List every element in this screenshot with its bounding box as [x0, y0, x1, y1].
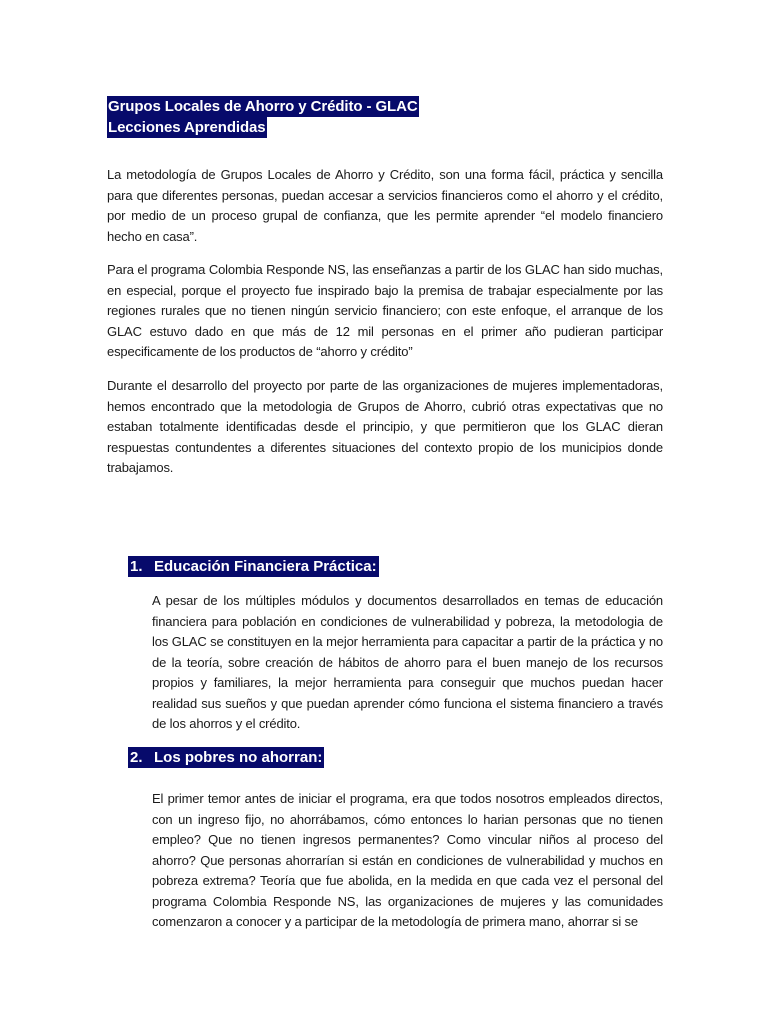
section-heading-1 [128, 556, 379, 577]
section-number-2: 2. [130, 749, 143, 766]
section-heading-2 [128, 747, 324, 768]
section-title-2: Los pobres no ahorran: [154, 749, 323, 766]
section-title-1: Educación Financiera Práctica: [154, 558, 377, 575]
intro-paragraph: La metodología de Grupos Locales de Ahorro y Crédito, son una forma fácil, práctica y sencilla para que diferentes personas, puedan accesar a servicios financieros como el ahorro y el crédito, por medio de un proceso grupal de confianza, que les permite aprender “el modelo financiero hecho en casa”. [107, 167, 663, 244]
document-title [107, 96, 419, 138]
section-body-2: El primer temor antes de iniciar el programa, era que todos nosotros empleados directos, con un ingreso fijo, no ahorrábamos, cómo entonces lo harian personas que no tienen empleo? Que no tienen ingresos permanentes? Como vincular niños al proceso del ahorro? Que personas ahorrarían si están en condiciones de vulnerabilidad y muchos en pobreza extrema? Teoría que fue abolida, en la medida en que cada vez el personal del programa Colombia Responde NS, las organizaciones de mujeres y las comunidades comenzaron a conocer y a participar de la metodología de primera mano, ahorrar si se [152, 791, 663, 929]
section-body-1: A pesar de los múltiples módulos y documentos desarrollados en temas de educación financiera para población en condiciones de vulnerabilidad y pobreza, la metodologia de los GLAC se constituyen en la mejor herramienta para capacitar a partir de la práctica y no de la teoría, sobre creación de hábitos de ahorro para el buen manejo de los recursos propios y familiares, la mejor herramienta para conseguir que muchos puedan hacer realidad sus sueños y que puedan aprender cómo funciona el sistema financiero a través de los ahorros y el crédito. [152, 593, 663, 731]
title-line-1: Grupos Locales de Ahorro y Crédito - GLAC [108, 98, 418, 115]
development-paragraph: Durante el desarrollo del proyecto por parte de las organizaciones de mujeres implementadoras, hemos encontrado que la metodologia de Grupos de Ahorro, cubrió otras expectativas que no estaban totalmente identificadas desde el principio, y que permitieron que los GLAC dieran respuestas contundentes a diferentes situaciones del contexto propio de los municipios donde trabajamos. [107, 378, 663, 475]
program-paragraph: Para el programa Colombia Responde NS, las enseñanzas a partir de los GLAC han sido muchas, en especial, porque el proyecto fue inspirado bajo la premisa de trabajar especialmente por las regiones rurales que no tienen ningún servicio financiero; con este enfoque, el arranque de los GLAC estuvo dado en que más de 12 mil personas en el primer año pudieran participar especificamente de los productos de “ahorro y crédito” [107, 262, 663, 359]
section-number-1: 1. [130, 558, 143, 575]
title-line-2: Lecciones Aprendidas [108, 119, 266, 136]
